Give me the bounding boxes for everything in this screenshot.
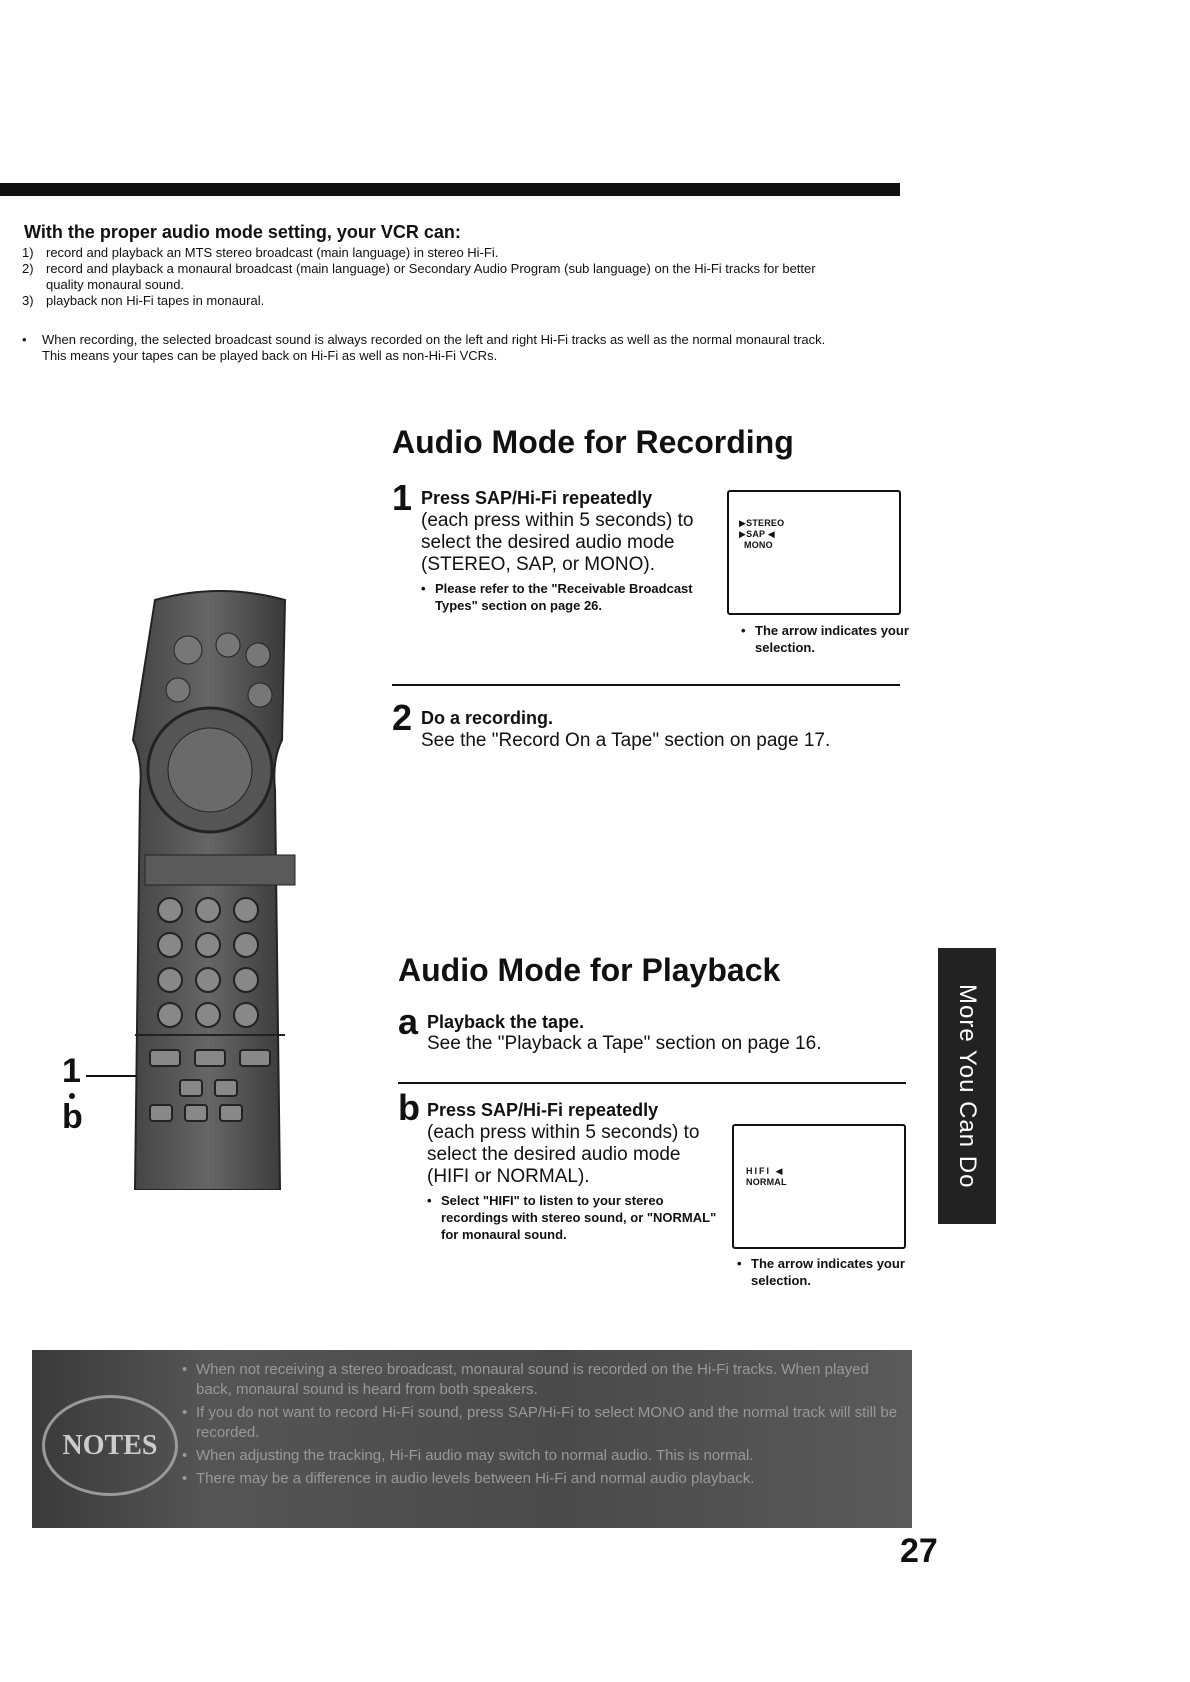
header-rule — [0, 183, 900, 196]
recording-step1-note: • Please refer to the "Receivable Broadcast Types" section on page 26. — [421, 581, 693, 613]
intro-item: 3) playback non Hi-Fi tapes in monaural. — [22, 293, 265, 308]
playback-stepA-letter: a — [398, 1001, 419, 1042]
playback-osd-screen — [732, 1124, 906, 1249]
callout-step-b: b — [62, 1098, 83, 1136]
recording-step1-number: 1 — [392, 477, 413, 518]
playback-stepB-note: • Select "HIFI" to listen to your stereo recordings with stereo sound, or "NORMAL" for monaural sound. — [427, 1193, 717, 1242]
recording-step1-title: Press SAP/Hi-Fi repeatedly — [421, 488, 653, 508]
osd-sap: ▶SAP ◀ — [739, 529, 775, 539]
callout-line — [86, 1075, 136, 1077]
side-tab: More You Can Do — [938, 948, 996, 1224]
notes-badge: NOTES — [42, 1395, 178, 1496]
intro-list — [22, 245, 822, 309]
notes-box — [32, 1350, 912, 1528]
playback-stepB-body: (each press within 5 seconds) to select the desired audio mode (HIFI or NORMAL). — [427, 1122, 700, 1187]
intro-bullet: • When recording, the selected broadcast sound is always recorded on the left and right Hi-Fi tracks as well as the normal monaural track. This means your tapes can be played back on Hi-Fi as well as non-Hi-Fi VCRs. — [22, 332, 826, 363]
intro-heading: With the proper audio mode setting, your VCR can: — [24, 222, 461, 242]
callout-step-1: 1 — [62, 1052, 81, 1090]
remote-control-illustration — [130, 590, 310, 1190]
playback-divider — [398, 1082, 906, 1084]
playback-stepA-title: Playback the tape. — [427, 1012, 585, 1032]
playback-stepA-body: See the "Playback a Tape" section on page 16. — [427, 1033, 822, 1054]
notes-item: • There may be a difference in audio levels between Hi-Fi and normal audio playback. — [182, 1470, 755, 1487]
notes-item: • When adjusting the tracking, Hi-Fi audio may switch to normal audio. This is normal. — [182, 1447, 754, 1464]
recording-title: Audio Mode for Recording — [392, 424, 794, 460]
recording-step2-title: Do a recording. — [421, 708, 554, 728]
playback-stepB-letter: b — [398, 1087, 420, 1128]
page-number: 27 — [900, 1532, 938, 1570]
recording-step2-body: See the "Record On a Tape" section on page 17. — [421, 730, 831, 751]
intro-item: 2) record and playback a monaural broadcast (main language) or Secondary Audio Program (sub language) on the Hi-Fi tracks for better quality monaural sound. — [22, 261, 816, 292]
notes-item: • If you do not want to record Hi-Fi sound, press SAP/Hi-Fi to select MONO and the normal track will still be recorded. — [182, 1404, 898, 1441]
recording-divider — [392, 684, 900, 686]
osd-stereo: ▶STEREO — [739, 518, 785, 528]
playback-title: Audio Mode for Playback — [398, 952, 781, 988]
recording-screen-note: • The arrow indicates your selection. — [741, 623, 909, 655]
intro-item: 1) record and playback an MTS stereo broadcast (main language) in stereo Hi-Fi. — [22, 245, 499, 260]
recording-osd-screen — [727, 490, 901, 615]
osd-hifi: HIFI ◀ — [746, 1166, 785, 1176]
playback-stepB-title: Press SAP/Hi-Fi repeatedly — [427, 1100, 659, 1120]
osd-normal: NORMAL — [746, 1177, 787, 1187]
osd-mono: MONO — [744, 540, 773, 550]
recording-step1-body: (each press within 5 seconds) to select the desired audio mode (STEREO, SAP, or MONO). — [421, 510, 694, 575]
recording-step2-number: 2 — [392, 697, 413, 738]
notes-list — [182, 1360, 902, 1492]
playback-screen-note: • The arrow indicates your selection. — [737, 1256, 905, 1288]
notes-item: • When not receiving a stereo broadcast, monaural sound is recorded on the Hi-Fi tracks. When played back, monaural sound is heard from both speakers. — [182, 1361, 869, 1398]
